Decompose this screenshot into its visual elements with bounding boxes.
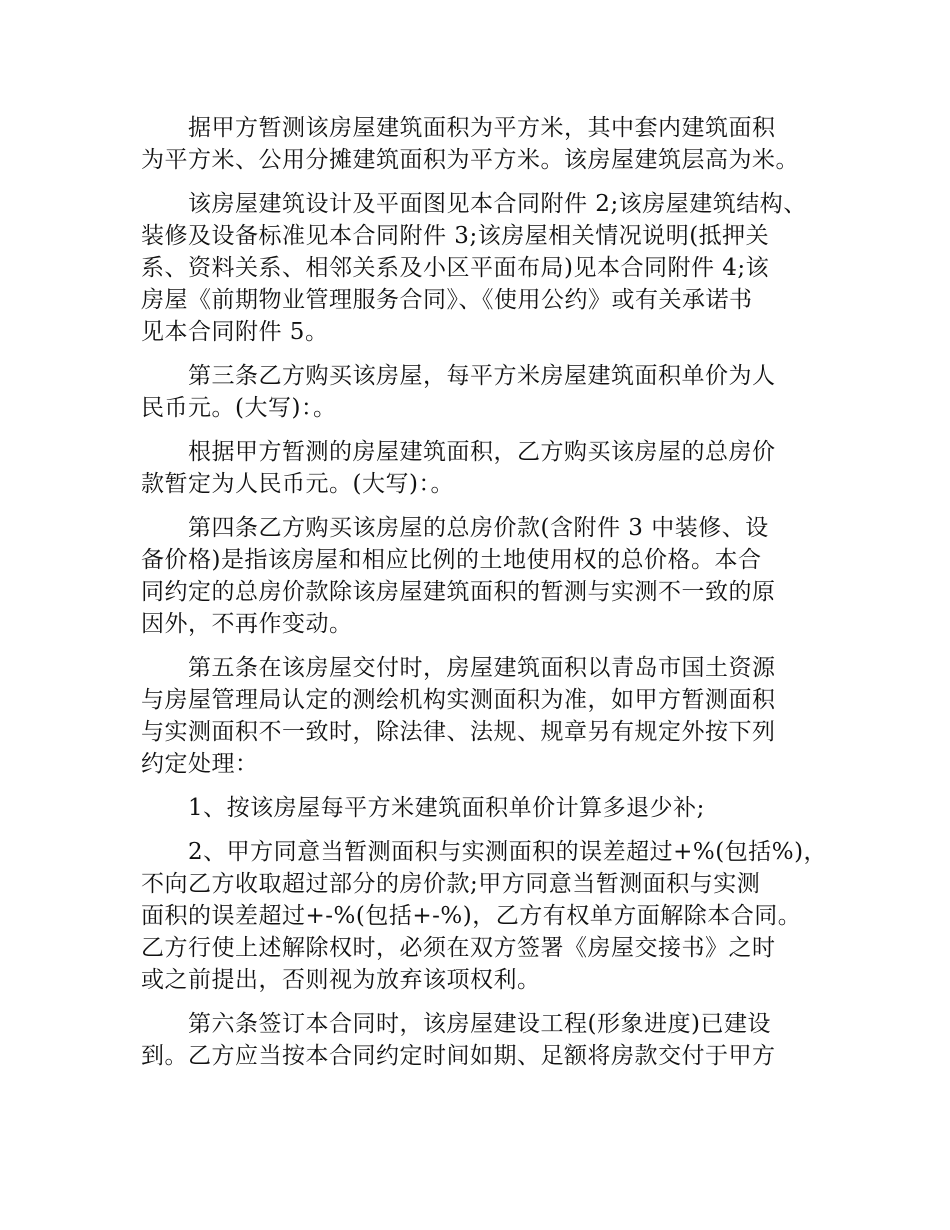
text-line: 款暂定为人民币元。(大写)：。: [141, 471, 454, 497]
text-line: 为平方米、公用分摊建筑面积为平方米。该房屋建筑层高为米。: [141, 147, 799, 173]
text-line: 或之前提出，否则视为放弃该项权利。: [141, 967, 541, 993]
paragraph-article-3: [141, 360, 813, 424]
text-line: 面积的误差超过+-%(包括+-%)，乙方有权单方面解除本合同。: [141, 903, 802, 929]
text-line: 房屋《前期物业管理服务合同》、《使用公约》或有关承诺书: [141, 287, 753, 313]
text-line: 根据甲方暂测的房屋建筑面积，乙方购买该房屋的总房价: [141, 439, 776, 465]
text-line: 该房屋建筑设计及平面图见本合同附件 2;该房屋建筑结构、: [141, 191, 807, 217]
text-line: 第四条乙方购买该房屋的总房价款(含附件 3 中装修、设: [141, 515, 769, 541]
paragraph-article-5: [141, 652, 813, 780]
text-line: 到。乙方应当按本合同约定时间如期、足额将房款交付于甲方: [141, 1043, 776, 1069]
text-line: 第六条签订本合同时，该房屋建设工程(形象进度)已建设: [141, 1011, 771, 1037]
paragraph-attachments: [141, 188, 813, 348]
text-line: 见本合同附件 5。: [141, 319, 329, 345]
text-line: 乙方行使上述解除权时，必须在双方签署《房屋交接书》之时: [141, 935, 776, 961]
paragraph-building-area: [141, 112, 813, 176]
text-line: 第五条在该房屋交付时，房屋建筑面积以青岛市国土资源: [141, 655, 776, 681]
paragraph-article-6: [141, 1008, 813, 1072]
text-line: 民币元。(大写)：。: [141, 395, 337, 421]
text-line: 约定处理：: [141, 751, 259, 777]
text-line: 系、资料关系、相邻关系及小区平面布局)见本合同附件 4;该: [141, 255, 770, 281]
text-line: 据甲方暂测该房屋建筑面积为平方米，其中套内建筑面积: [141, 115, 776, 141]
paragraph-item-1: [141, 792, 813, 824]
text-line: 第三条乙方购买该房屋，每平方米房屋建筑面积单价为人: [141, 363, 776, 389]
text-line: 与房屋管理局认定的测绘机构实测面积为准，如甲方暂测面积: [141, 687, 776, 713]
text-line: 与实测面积不一致时，除法律、法规、规章另有规定外按下列: [141, 719, 776, 745]
text-line: 备价格)是指该房屋和相应比例的土地使用权的总价格。本合: [141, 547, 762, 573]
text-line: 同约定的总房价款除该房屋建筑面积的暂测与实测不一致的原: [141, 579, 776, 605]
text-line: 因外，不再作变动。: [141, 611, 353, 637]
text-line: 不向乙方收取超过部分的房价款;甲方同意当暂测面积与实测: [141, 871, 761, 897]
text-line: 1、按该房屋每平方米建筑面积单价计算多退少补;: [141, 795, 705, 821]
paragraph-article-4: [141, 512, 813, 640]
paragraph-item-2: [141, 836, 828, 996]
document-body: [141, 112, 828, 1072]
text-line: 装修及设备标准见本合同附件 3;该房屋相关情况说明(抵押关: [141, 223, 770, 249]
text-line: 2、甲方同意当暂测面积与实测面积的误差超过+%(包括%)，: [141, 839, 828, 865]
paragraph-total-price: [141, 436, 813, 500]
